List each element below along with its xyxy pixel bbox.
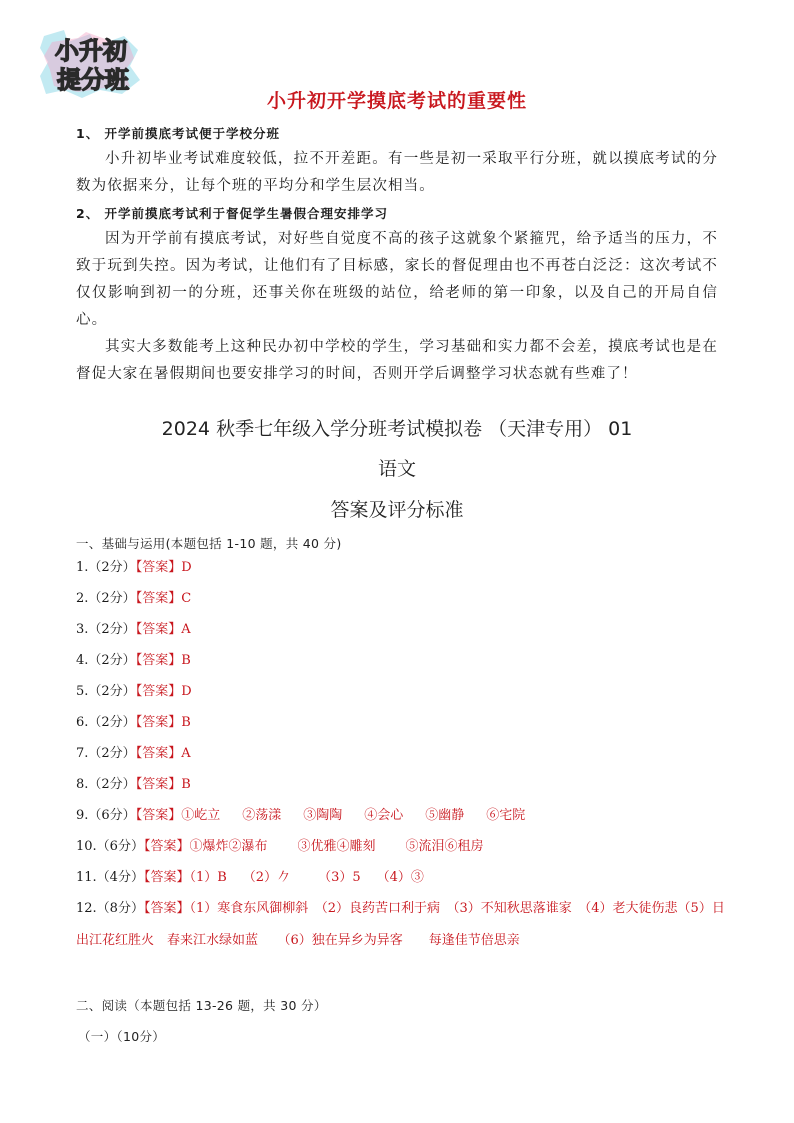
promo-heading-1: 1、 开学前摸底考试便于学校分班 [76, 126, 281, 141]
logo-text-line1: 小升初 [55, 37, 127, 65]
answer-row-11: 11.（4分）【答案】（1）B （2）𠂊 （3）5 （4）③ [76, 870, 424, 885]
answer-row-3: 3.（2分）【答案】A [76, 622, 191, 637]
section-1-heading: 一、基础与运用(本题包括 1-10 题，共 40 分) [76, 536, 342, 551]
answer-row-1: 1.（2分）【答案】D [76, 560, 192, 575]
answer-row-2: 2.（2分）【答案】C [76, 591, 192, 606]
answer-row-5: 5.（2分）【答案】D [76, 684, 192, 699]
answer-list [76, 558, 726, 957]
section-2-subheading: （一）（10分） [78, 1029, 166, 1044]
answer-row-8: 8.（2分）【答案】B [76, 777, 191, 792]
logo-text-line2: 提分班 [57, 66, 129, 94]
answer-row-6: 6.（2分）【答案】B [76, 715, 191, 730]
promo-heading-2: 2、 开学前摸底考试利于督促学生暑假合理安排学习 [76, 206, 389, 221]
answer-row-4: 4.（2分）【答案】B [76, 653, 191, 668]
exam-subject: 语文 [377, 458, 416, 480]
answer-row-10: 10.（6分）【答案】①爆炸②瀑布 ③优雅④雕刻 ⑤流泪⑥租房 [76, 839, 484, 854]
exam-title: 2024 秋季七年级入学分班考试模拟卷 （天津专用） 01 [161, 418, 633, 440]
answer-row-9: 9.（6分）【答案】①屹立 ②荡漾 ③陶陶 ④会心 ⑤幽静 ⑥宅院 [76, 808, 526, 823]
answer-row-12: 12.（8分）【答案】（1）寒食东风御柳斜 （2）良药苦口利于病 （3）不知秋思落谁家 （4）老大徒伤悲（5）日出江花红胜火 春来江水绿如蓝 （6）独在异乡为异客 每逢佳节倍思亲 [76, 901, 725, 948]
exam-subtitle: 答案及评分标准 [330, 499, 464, 521]
promo-title: 小升初开学摸底考试的重要性 [266, 90, 527, 112]
promo-paragraph-2: 因为开学前有摸底考试，对好些自觉度不高的孩子这就象个紧箍咒，给予适当的压力，不致于玩到失控。因为考试，让他们有了目标感，家长的督促理由也不再苍白泛泛：这次考试不仅仅影响到初一的分班，还事关你在班级的站位，给老师的第一印象，以及自己的开局自信心。 [76, 231, 718, 328]
answer-row-7: 7.（2分）【答案】A [76, 746, 191, 761]
section-2-heading: 二、阅读（本题包括 13-26 题，共 30 分） [76, 998, 327, 1013]
promo-paragraph-3: 其实大多数能考上这种民办初中学校的学生，学习基础和实力都不会差，摸底考试也是在督促大家在暑假期间也要安排学习的时间，否则开学后调整学习状态就有些难了！ [76, 339, 718, 382]
promo-paragraph-1: 小升初毕业考试难度较低，拉不开差距。有一些是初一采取平行分班，就以摸底考试的分数为依据来分，让每个班的平均分和学生层次相当。 [76, 151, 718, 194]
